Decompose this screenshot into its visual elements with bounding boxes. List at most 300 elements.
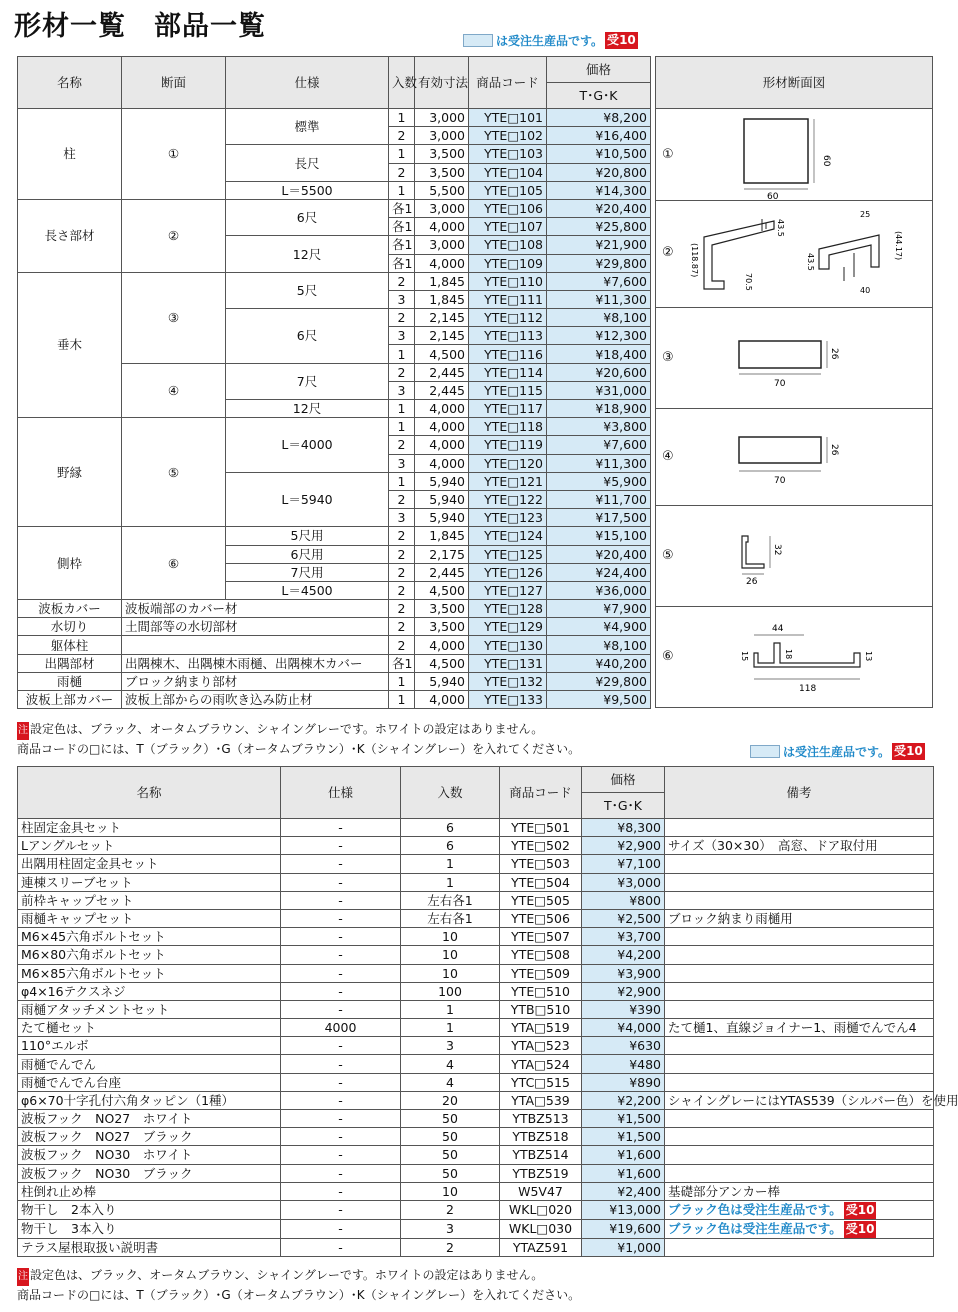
made-to-order-remark: ブラック色は受注生産品です。 bbox=[668, 1201, 842, 1217]
cell-code: YTE□504 bbox=[500, 873, 582, 891]
cell-qty: 2 bbox=[401, 1238, 500, 1256]
cell-spec: - bbox=[281, 1037, 401, 1055]
cell-code: YTE□106 bbox=[469, 199, 547, 217]
cell-qty: 6 bbox=[401, 819, 500, 837]
cell-remarks: ブロック納まり雨樋用 bbox=[665, 909, 934, 927]
diagram-number: ② bbox=[662, 245, 674, 260]
cell-length: 4,000 bbox=[415, 218, 469, 236]
cell-code: YTE□118 bbox=[469, 418, 547, 436]
cell-length: 2,445 bbox=[415, 381, 469, 399]
cell-spec: 波板上部からの雨吹き込み防止材 bbox=[122, 691, 389, 709]
cell-length: 1,845 bbox=[415, 290, 469, 308]
cell-name: 波板上部カバー bbox=[18, 691, 122, 709]
svg-text:60: 60 bbox=[821, 155, 831, 167]
cell-price: ¥17,500 bbox=[547, 509, 651, 527]
cell-spec: 6尺 bbox=[226, 309, 389, 364]
cell-qty: 4 bbox=[401, 1073, 500, 1091]
cell-name: 出隅用柱固定金具セット bbox=[18, 855, 281, 873]
svg-text:40: 40 bbox=[860, 286, 871, 295]
cell-length: 2,175 bbox=[415, 545, 469, 563]
cell-remarks: 基礎部分アンカー棒 bbox=[665, 1182, 934, 1200]
cell-price: ¥7,600 bbox=[547, 436, 651, 454]
col-name: 名称 bbox=[18, 767, 281, 819]
col-qty: 入数 bbox=[389, 57, 415, 109]
cell-price: ¥14,300 bbox=[547, 181, 651, 199]
profiles-table bbox=[17, 56, 651, 709]
cell-code: YTE□124 bbox=[469, 527, 547, 545]
cell-remarks bbox=[665, 1128, 934, 1146]
cell-name: 野縁 bbox=[18, 418, 122, 527]
table-row bbox=[18, 636, 651, 654]
cell-price: ¥11,700 bbox=[547, 490, 651, 508]
cell-price: ¥29,800 bbox=[547, 254, 651, 272]
cell-spec: - bbox=[281, 1238, 401, 1256]
cell-spec bbox=[122, 636, 389, 654]
cell-code: W5V47 bbox=[500, 1182, 582, 1200]
cell-length: 3,500 bbox=[415, 600, 469, 618]
cell-spec: - bbox=[281, 1200, 401, 1219]
cell-qty: 2 bbox=[389, 272, 415, 290]
cell-name: 物干し 2本入り bbox=[18, 1200, 281, 1219]
cell-price: ¥4,000 bbox=[582, 1019, 665, 1037]
cell-length: 2,445 bbox=[415, 363, 469, 381]
cell-name: 波板フック NO30 ホワイト bbox=[18, 1146, 281, 1164]
svg-text:70: 70 bbox=[774, 476, 786, 486]
cell-code: YTE□123 bbox=[469, 509, 547, 527]
cell-name: M6×45六角ボルトセット bbox=[18, 928, 281, 946]
cell-price: ¥2,900 bbox=[582, 982, 665, 1000]
cell-length: 4,500 bbox=[415, 581, 469, 599]
cell-qty: 2 bbox=[389, 363, 415, 381]
cell-spec: 6尺用 bbox=[226, 545, 389, 563]
col-section: 断面 bbox=[122, 57, 226, 109]
cell-qty: 1 bbox=[389, 691, 415, 709]
cell-name: 出隅部材 bbox=[18, 654, 122, 672]
cell-qty: 各1 bbox=[389, 199, 415, 217]
section-4-drawing bbox=[684, 409, 929, 506]
made-to-order-note-top bbox=[463, 32, 638, 49]
cell-qty: 1 bbox=[389, 345, 415, 363]
cell-name: φ6×70十字孔付六角タッピン（1種） bbox=[18, 1091, 281, 1109]
cell-price: ¥20,600 bbox=[547, 363, 651, 381]
cell-code: YTE□121 bbox=[469, 472, 547, 490]
cell-code: YTE□110 bbox=[469, 272, 547, 290]
cell-qty: 1 bbox=[401, 855, 500, 873]
notes-profiles bbox=[17, 720, 580, 758]
cell-code: YTE□501 bbox=[500, 819, 582, 837]
cell-code: YTE□116 bbox=[469, 345, 547, 363]
table-row bbox=[18, 1055, 934, 1073]
cell-price: ¥7,900 bbox=[547, 600, 651, 618]
table-row bbox=[18, 1182, 934, 1200]
cell-length: 4,000 bbox=[415, 691, 469, 709]
cell-name: 雨樋でんでん台座 bbox=[18, 1073, 281, 1091]
cell-price: ¥1,000 bbox=[582, 1238, 665, 1256]
cell-qty: 1 bbox=[389, 400, 415, 418]
cell-price: ¥7,100 bbox=[582, 855, 665, 873]
made-to-order-badge: 受10 bbox=[607, 33, 636, 47]
cell-price: ¥8,100 bbox=[547, 309, 651, 327]
table-row bbox=[18, 1164, 934, 1182]
cell-price: ¥2,200 bbox=[582, 1091, 665, 1109]
cell-code: YTE□120 bbox=[469, 454, 547, 472]
cell-remarks bbox=[665, 891, 934, 909]
cell-price: ¥7,600 bbox=[547, 272, 651, 290]
col-price-sub: T･G･K bbox=[547, 83, 651, 109]
cell-spec: - bbox=[281, 964, 401, 982]
cell-code: YTE□131 bbox=[469, 654, 547, 672]
svg-text:18: 18 bbox=[784, 649, 793, 660]
col-code: 商品コード bbox=[469, 57, 547, 109]
cell-code: YTE□103 bbox=[469, 145, 547, 163]
cell-price: ¥13,000 bbox=[582, 1200, 665, 1219]
svg-text:70: 70 bbox=[774, 379, 786, 389]
made-to-order-text: は受注生産品です。 bbox=[496, 34, 604, 48]
cell-price: ¥9,500 bbox=[547, 691, 651, 709]
svg-text:25: 25 bbox=[860, 210, 871, 219]
cell-code: YTE□132 bbox=[469, 672, 547, 690]
cell-spec: - bbox=[281, 1164, 401, 1182]
cell-code: YTA□523 bbox=[500, 1037, 582, 1055]
cell-code: WKL□030 bbox=[500, 1219, 582, 1238]
cell-remarks: シャイングレーにはYTAS539（シルバー色）を使用 bbox=[665, 1091, 934, 1109]
cell-spec: - bbox=[281, 891, 401, 909]
cell-qty: 1 bbox=[389, 109, 415, 127]
cell-name: 柱倒れ止め棒 bbox=[18, 1182, 281, 1200]
cell-spec: 12尺 bbox=[226, 400, 389, 418]
cell-code: YTE□113 bbox=[469, 327, 547, 345]
svg-text:32: 32 bbox=[772, 544, 782, 556]
diagram-2 bbox=[656, 201, 932, 308]
cell-spec: - bbox=[281, 837, 401, 855]
col-name: 名称 bbox=[18, 57, 122, 109]
diagram-number: ⑤ bbox=[662, 548, 674, 563]
cell-code: YTAZ591 bbox=[500, 1238, 582, 1256]
cell-price: ¥1,500 bbox=[582, 1128, 665, 1146]
cell-price: ¥800 bbox=[582, 891, 665, 909]
cell-spec: - bbox=[281, 982, 401, 1000]
section-1-drawing bbox=[684, 109, 929, 201]
cell-qty: 50 bbox=[401, 1164, 500, 1182]
cell-price: ¥36,000 bbox=[547, 581, 651, 599]
cell-price: ¥25,800 bbox=[547, 218, 651, 236]
cell-price: ¥1,500 bbox=[582, 1110, 665, 1128]
svg-text:43.5: 43.5 bbox=[776, 219, 785, 237]
cell-name: 雨樋キャップセット bbox=[18, 909, 281, 927]
table-row bbox=[18, 891, 934, 909]
cell-code: YTE□506 bbox=[500, 909, 582, 927]
svg-text:(118.87): (118.87) bbox=[690, 243, 699, 278]
cell-name: Lアングルセット bbox=[18, 837, 281, 855]
cell-remarks bbox=[665, 1110, 934, 1128]
cell-section: ② bbox=[122, 199, 226, 272]
svg-text:26: 26 bbox=[746, 577, 758, 587]
section-2-drawing bbox=[684, 201, 929, 308]
cell-remarks bbox=[665, 1146, 934, 1164]
cell-length: 4,000 bbox=[415, 436, 469, 454]
cell-name: 側枠 bbox=[18, 527, 122, 600]
cell-spec: L＝4500 bbox=[226, 581, 389, 599]
cell-price: ¥8,200 bbox=[547, 109, 651, 127]
col-spec: 仕様 bbox=[226, 57, 389, 109]
cell-name: 連棟スリーブセット bbox=[18, 873, 281, 891]
svg-text:26: 26 bbox=[829, 444, 839, 456]
cell-qty: 1 bbox=[389, 418, 415, 436]
cell-qty: 1 bbox=[389, 181, 415, 199]
cell-price: ¥3,800 bbox=[547, 418, 651, 436]
cell-code: YTE□111 bbox=[469, 290, 547, 308]
cell-code: YTC□515 bbox=[500, 1073, 582, 1091]
svg-text:70.5: 70.5 bbox=[744, 273, 753, 291]
cell-qty: 各1 bbox=[389, 254, 415, 272]
cell-price: ¥8,300 bbox=[582, 819, 665, 837]
cell-qty: 各1 bbox=[389, 218, 415, 236]
made-to-order-swatch bbox=[463, 34, 493, 47]
table-row bbox=[18, 1110, 934, 1128]
cell-qty: 3 bbox=[401, 1219, 500, 1238]
cell-length: 2,445 bbox=[415, 563, 469, 581]
cell-length: 4,500 bbox=[415, 345, 469, 363]
diagram-5 bbox=[656, 506, 932, 607]
diagram-1 bbox=[656, 109, 932, 201]
cell-remarks bbox=[665, 1000, 934, 1018]
cell-name: 雨樋 bbox=[18, 672, 122, 690]
cell-spec: - bbox=[281, 819, 401, 837]
cell-qty: 6 bbox=[401, 837, 500, 855]
diagram-4 bbox=[656, 409, 932, 506]
cell-price: ¥18,400 bbox=[547, 345, 651, 363]
table-row bbox=[18, 1000, 934, 1018]
cell-price: ¥31,000 bbox=[547, 381, 651, 399]
table-row bbox=[18, 964, 934, 982]
cell-name: φ4×16テクスネジ bbox=[18, 982, 281, 1000]
cell-qty: 1 bbox=[389, 472, 415, 490]
cell-code: YTBZ519 bbox=[500, 1164, 582, 1182]
cell-spec: L＝5500 bbox=[226, 181, 389, 199]
cell-remarks bbox=[665, 964, 934, 982]
col-price-sub: T･G･K bbox=[582, 793, 665, 819]
cell-code: YTE□127 bbox=[469, 581, 547, 599]
table-row bbox=[18, 1200, 934, 1219]
cell-remarks bbox=[665, 1238, 934, 1256]
cell-spec: 出隅棟木、出隅棟木雨樋、出隅棟木カバー bbox=[122, 654, 389, 672]
cell-spec: 標準 bbox=[226, 109, 389, 145]
cell-spec: - bbox=[281, 1146, 401, 1164]
cell-price: ¥20,400 bbox=[547, 545, 651, 563]
diagram-3 bbox=[656, 308, 932, 409]
cell-price: ¥1,600 bbox=[582, 1164, 665, 1182]
table-row bbox=[18, 618, 651, 636]
col-qty: 入数 bbox=[401, 767, 500, 819]
page-title: 形材一覧 部品一覧 bbox=[14, 11, 266, 42]
cell-price: ¥15,100 bbox=[547, 527, 651, 545]
cell-code: YTBZ518 bbox=[500, 1128, 582, 1146]
notes-parts bbox=[17, 1266, 580, 1304]
table-row bbox=[18, 855, 934, 873]
cell-qty: 10 bbox=[401, 1182, 500, 1200]
cell-length: 2,145 bbox=[415, 327, 469, 345]
cell-name: 垂木 bbox=[18, 272, 122, 418]
diagram-number: ⑥ bbox=[662, 649, 674, 664]
col-remarks: 備考 bbox=[665, 767, 934, 819]
cell-qty: 10 bbox=[401, 946, 500, 964]
cell-price: ¥24,400 bbox=[547, 563, 651, 581]
cell-name: 長さ部材 bbox=[18, 199, 122, 272]
cell-price: ¥21,900 bbox=[547, 236, 651, 254]
cell-spec: - bbox=[281, 1073, 401, 1091]
table-row bbox=[18, 982, 934, 1000]
cell-spec: 波板端部のカバー材 bbox=[122, 600, 389, 618]
cell-spec: L＝5940 bbox=[226, 472, 389, 527]
cell-price: ¥2,400 bbox=[582, 1182, 665, 1200]
cell-section: ⑥ bbox=[122, 527, 226, 600]
note-mark: 注 bbox=[17, 1268, 29, 1286]
cell-name: 水切り bbox=[18, 618, 122, 636]
cell-code: YTE□108 bbox=[469, 236, 547, 254]
diagram-number: ④ bbox=[662, 449, 674, 464]
cell-price: ¥2,500 bbox=[582, 909, 665, 927]
cell-qty: 10 bbox=[401, 964, 500, 982]
cell-code: YTE□505 bbox=[500, 891, 582, 909]
cell-remarks: サイズ（30×30） 高窓、ドア取付用 bbox=[665, 837, 934, 855]
cell-name: 110°エルボ bbox=[18, 1037, 281, 1055]
cell-price: ¥480 bbox=[582, 1055, 665, 1073]
cell-price: ¥630 bbox=[582, 1037, 665, 1055]
cell-code: YTE□510 bbox=[500, 982, 582, 1000]
cell-length: 5,940 bbox=[415, 509, 469, 527]
cell-code: YTE□503 bbox=[500, 855, 582, 873]
note-line-1: 設定色は、ブラック、オータムブラウン、シャイングレーです。ホワイトの設定はありません。 bbox=[30, 722, 544, 736]
cell-remarks bbox=[665, 1200, 934, 1219]
table-row bbox=[18, 109, 651, 127]
cell-spec: - bbox=[281, 928, 401, 946]
cell-code: YTE□507 bbox=[500, 928, 582, 946]
cell-length: 1,845 bbox=[415, 272, 469, 290]
cell-qty: 2 bbox=[389, 163, 415, 181]
note-line-2: 商品コードの□には、T（ブラック）･G（オータムブラウン）･K（シャイングレー）を入れてください。 bbox=[17, 1288, 581, 1302]
cell-remarks bbox=[665, 946, 934, 964]
table-row bbox=[18, 600, 651, 618]
cell-qty: 3 bbox=[389, 290, 415, 308]
cell-qty: 1 bbox=[389, 145, 415, 163]
cell-remarks bbox=[665, 855, 934, 873]
cell-qty: 2 bbox=[389, 490, 415, 508]
cell-name: 前枠キャップセット bbox=[18, 891, 281, 909]
col-spec: 仕様 bbox=[281, 767, 401, 819]
svg-text:44: 44 bbox=[772, 624, 784, 634]
cell-qty: 3 bbox=[389, 509, 415, 527]
cell-name: 雨樋でんでん bbox=[18, 1055, 281, 1073]
cell-price: ¥890 bbox=[582, 1073, 665, 1091]
cell-price: ¥4,900 bbox=[547, 618, 651, 636]
cell-qty: 1 bbox=[389, 672, 415, 690]
cell-qty: 20 bbox=[401, 1091, 500, 1109]
cell-length: 3,000 bbox=[415, 236, 469, 254]
cell-spec: - bbox=[281, 1091, 401, 1109]
diagram-header: 形材断面図 bbox=[656, 57, 932, 109]
cell-code: YTE□114 bbox=[469, 363, 547, 381]
cell-name: 物干し 3本入り bbox=[18, 1219, 281, 1238]
cell-qty: 50 bbox=[401, 1110, 500, 1128]
cell-length: 3,000 bbox=[415, 199, 469, 217]
cell-price: ¥4,200 bbox=[582, 946, 665, 964]
cell-name: M6×80六角ボルトセット bbox=[18, 946, 281, 964]
table-row bbox=[18, 654, 651, 672]
cell-price: ¥390 bbox=[582, 1000, 665, 1018]
cell-length: 3,000 bbox=[415, 109, 469, 127]
table-row bbox=[18, 527, 651, 545]
cell-qty: 2 bbox=[389, 127, 415, 145]
cell-code: YTA□524 bbox=[500, 1055, 582, 1073]
cell-spec: 土間部等の水切部材 bbox=[122, 618, 389, 636]
table-row bbox=[18, 1073, 934, 1091]
cell-price: ¥8,100 bbox=[547, 636, 651, 654]
cell-price: ¥3,700 bbox=[582, 928, 665, 946]
cell-spec: 長尺 bbox=[226, 145, 389, 181]
cell-qty: 各1 bbox=[389, 654, 415, 672]
cell-remarks bbox=[665, 1073, 934, 1091]
cell-length: 4,000 bbox=[415, 254, 469, 272]
made-to-order-remark: ブラック色は受注生産品です。 bbox=[668, 1220, 842, 1236]
cell-spec: - bbox=[281, 946, 401, 964]
cell-length: 3,000 bbox=[415, 127, 469, 145]
cell-price: ¥11,300 bbox=[547, 290, 651, 308]
cell-length: 5,940 bbox=[415, 472, 469, 490]
cell-name: 波板カバー bbox=[18, 600, 122, 618]
cell-qty: 各1 bbox=[389, 236, 415, 254]
cell-code: YTE□502 bbox=[500, 837, 582, 855]
cell-length: 3,500 bbox=[415, 163, 469, 181]
cell-qty: 2 bbox=[389, 636, 415, 654]
cell-qty: 左右各1 bbox=[401, 909, 500, 927]
cell-spec: - bbox=[281, 1219, 401, 1238]
cell-code: YTE□509 bbox=[500, 964, 582, 982]
cell-price: ¥20,400 bbox=[547, 199, 651, 217]
cell-code: YTB□510 bbox=[500, 1000, 582, 1018]
made-to-order-note-parts bbox=[750, 743, 925, 760]
cell-code: YTBZ513 bbox=[500, 1110, 582, 1128]
cell-code: YTE□101 bbox=[469, 109, 547, 127]
cell-price: ¥10,500 bbox=[547, 145, 651, 163]
col-length: 有効寸法 bbox=[415, 57, 469, 109]
made-to-order-text: は受注生産品です。 bbox=[783, 745, 891, 759]
cell-code: YTE□122 bbox=[469, 490, 547, 508]
cell-spec: ブロック納まり部材 bbox=[122, 672, 389, 690]
cell-qty: 2 bbox=[389, 309, 415, 327]
cell-spec: 12尺 bbox=[226, 236, 389, 272]
svg-text:60: 60 bbox=[767, 192, 779, 202]
cell-price: ¥5,900 bbox=[547, 472, 651, 490]
cell-qty: 4 bbox=[401, 1055, 500, 1073]
cell-price: ¥12,300 bbox=[547, 327, 651, 345]
cell-remarks bbox=[665, 1037, 934, 1055]
cell-qty: 1 bbox=[401, 873, 500, 891]
made-to-order-badge: 受10 bbox=[894, 744, 923, 758]
cell-spec: - bbox=[281, 873, 401, 891]
made-to-order-badge: 受10 bbox=[845, 1202, 875, 1217]
cell-spec: 4000 bbox=[281, 1019, 401, 1037]
cell-qty: 2 bbox=[389, 581, 415, 599]
note-line-1: 設定色は、ブラック、オータムブラウン、シャイングレーです。ホワイトの設定はありません。 bbox=[30, 1268, 544, 1282]
cell-qty: 3 bbox=[389, 454, 415, 472]
cell-length: 5,940 bbox=[415, 490, 469, 508]
table-row bbox=[18, 873, 934, 891]
table-row bbox=[18, 418, 651, 436]
table-row bbox=[18, 1091, 934, 1109]
cell-price: ¥40,200 bbox=[547, 654, 651, 672]
cell-remarks bbox=[665, 982, 934, 1000]
cell-name: 波板フック NO27 ホワイト bbox=[18, 1110, 281, 1128]
